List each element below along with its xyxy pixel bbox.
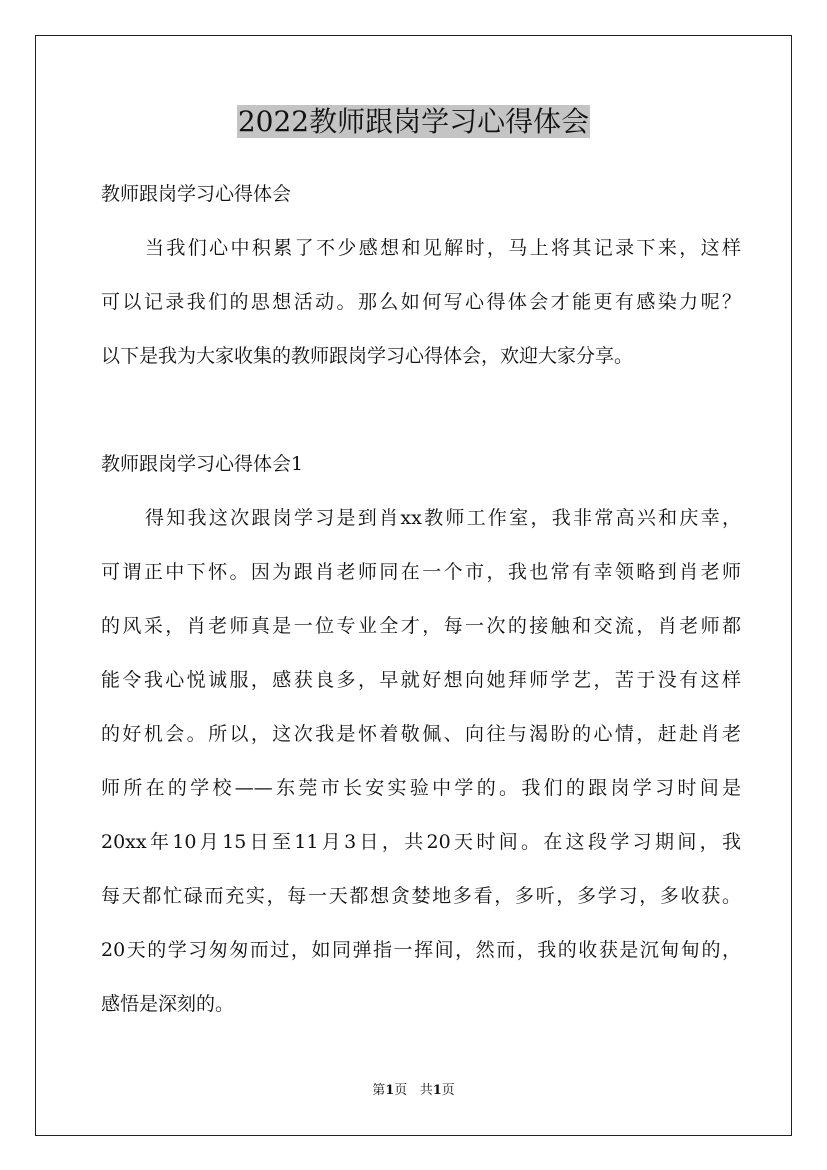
body-line: 20天的学习匆匆而过，如同弹指一挥间，然而，我的收获是沉甸甸的， <box>101 939 741 961</box>
body-line: 能令我心悦诚服，感获良多，早就好想向她拜师学艺，苦于没有这样 <box>101 669 741 691</box>
intro-line: 以下是我为大家收集的教师跟岗学习心得体会，欢迎大家分享。 <box>101 345 634 367</box>
page-footer <box>0 1082 827 1100</box>
body-line: 可谓正中下怀。因为跟肖老师同在一个市，我也常有幸领略到肖老师 <box>101 561 741 583</box>
section-heading: 教师跟岗学习心得体会1 <box>101 453 304 475</box>
page-number: 1 <box>385 1083 395 1098</box>
page-label-prefix: 第 <box>372 1083 386 1098</box>
document-title-text: 2022教师跟岗学习心得体会 <box>237 105 590 138</box>
body-line: 的风采，肖老师真是一位专业全才，每一次的接触和交流，肖老师都 <box>101 615 741 637</box>
body-line: 20xx年10月15日至11月3日，共20天时间。在这段学习期间，我 <box>101 831 741 853</box>
body-line: 感悟是深刻的。 <box>101 993 235 1015</box>
total-pages: 1 <box>432 1083 442 1098</box>
intro-line: 当我们心中积累了不少感想和见解时，马上将其记录下来，这样 <box>145 237 741 259</box>
total-label-suffix: 页 <box>441 1083 455 1098</box>
body-line: 的好机会。所以，这次我是怀着敬佩、向往与渴盼的心情，赶赴肖老 <box>101 723 741 745</box>
total-label-prefix: 共 <box>419 1083 433 1098</box>
document-title <box>0 100 827 144</box>
intro-line: 可以记录我们的思想活动。那么如何写心得体会才能更有感染力呢？ <box>101 291 741 313</box>
page-label-suffix: 页 <box>394 1083 408 1098</box>
body-line: 得知我这次跟岗学习是到肖xx教师工作室，我非常高兴和庆幸， <box>145 507 741 529</box>
document-subtitle: 教师跟岗学习心得体会 <box>101 183 292 205</box>
body-line: 每天都忙碌而充实，每一天都想贪婪地多看，多听，多学习，多收获。 <box>101 885 741 907</box>
body-line: 师所在的学校——东莞市长安实验中学的。我们的跟岗学习时间是 <box>101 777 741 799</box>
